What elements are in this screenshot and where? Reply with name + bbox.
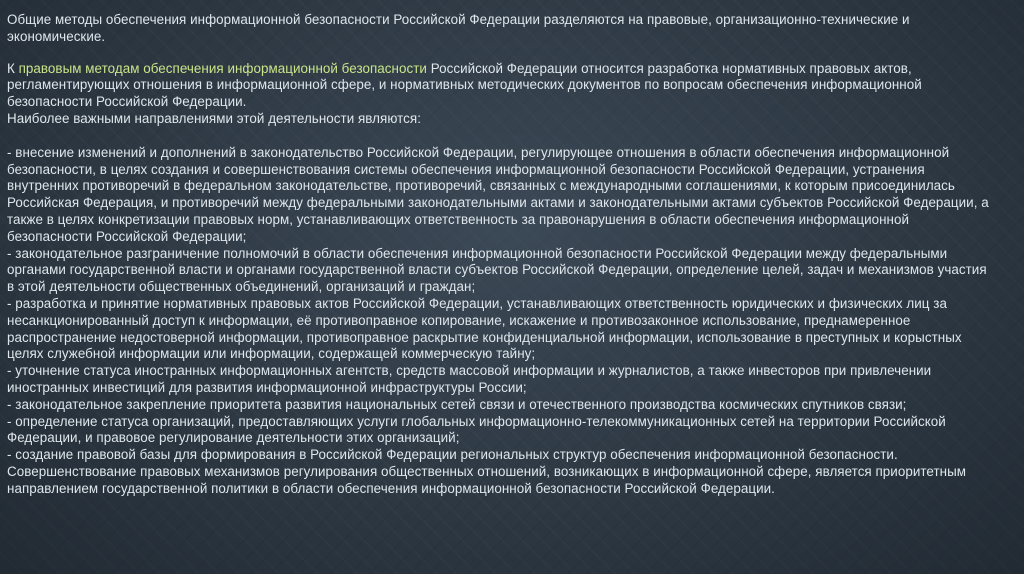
list-item: - разработка и принятие нормативных правовых актов Российской Федерации, устанавливающих ответственность юридических и физических лиц за несанкционированный доступ к информации, её противоправное копирование, искажение и противозаконное использование, преднамеренное распространение недостоверной информации, противоправное раскрытие конфиденциальной информации, использование в преступных и корыстных целях служебной информации или информации, содержащей коммерческую тайну; xyxy=(7,295,962,362)
intro-paragraph: Общие методы обеспечения информационной безопасности Российской Федерации разделяются на правовые, организационно-технические и экономические. xyxy=(7,12,910,44)
spacer xyxy=(7,128,994,145)
list-item: - внесение изменений и дополнений в законодательство Российской Федерации, регулирующее отношения в области обеспечения информационной безопасности, в целях создания и совершенствования системы обеспечения информационной безопасности Российской Федерации, устранения внутренних противоречий в федеральном законодательстве, противоречий, связанных с международными соглашениями, к которым присоединилась Российская Федерация, и противоречий между федеральными законодательными актами и законодательными актами субъектов Российской Федерации, а также в целях конкретизации правовых норм, устанавливающих ответственность за правонарушения в области обеспечения информационной безопасности Российской Федерации; xyxy=(7,144,989,244)
legal-methods-text: Российской Федерации относится разработка нормативных правовых актов, регламентирующих отношения в информационной сфере, и нормативных методических документов по вопросам обеспечения информационной безопасности Российской Федерации. xyxy=(7,60,922,110)
list-item: - уточнение статуса иностранных информационных агентств, средств массовой информации и журналистов, а также инвесторов при привлечении иностранных инвестиций для развития информационной инфраструктуры России; xyxy=(7,363,932,395)
list-item: - создание правовой базы для формирования в Российской Федерации региональных структур обеспечения информационной безопасности. xyxy=(7,447,898,463)
conclusion-paragraph: Совершенствование правовых механизмов регулирования общественных отношений, возникающих в информационной сфере, является приоритетным направлением государственной политики в области обеспечения информационной безопасности Российской Федерации. xyxy=(7,463,967,496)
directions-lead: Наиболее важными направлениями этой деятельности являются: xyxy=(7,110,421,126)
directions-list xyxy=(7,145,994,464)
legal-methods-paragraph xyxy=(7,61,994,111)
list-item: - законодательное закрепление приоритета развития национальных сетей связи и отечественного производства космических спутников связи; xyxy=(7,396,907,412)
list-item: - законодательное разграничение полномочий в области обеспечения информационной безопасности Российской Федерации между федеральными органами государственной власти и органами государственной власти субъектов Российской Федерации, определение целей, задач и механизмов участия в этой деятельности общественных объединений, организаций и граждан; xyxy=(7,245,987,295)
legal-methods-highlight: правовым методам обеспечения информационной безопасности xyxy=(18,60,427,76)
legal-prefix: К xyxy=(7,60,19,76)
list-item: - определение статуса организаций, предоставляющих услуги глобальных информационно-телекоммуникационных сетей на территории Российской Федерации, и правовое регулирование деятельности этих организаций; xyxy=(7,413,946,446)
